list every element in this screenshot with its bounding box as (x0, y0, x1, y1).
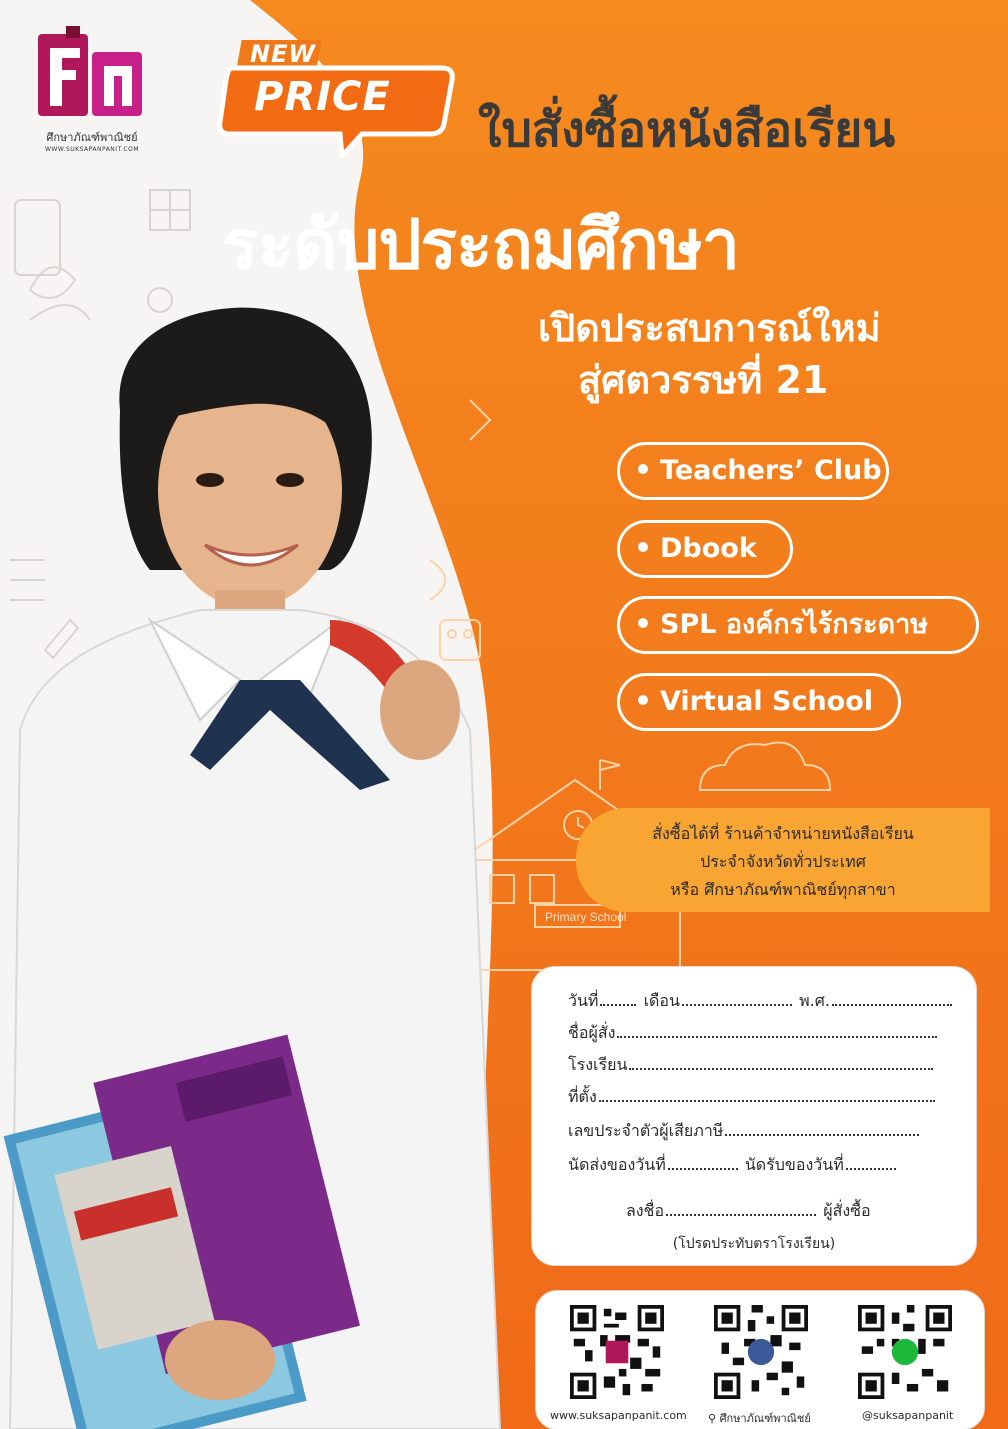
line-label[interactable]: @suksapanpanit (862, 1409, 954, 1422)
bullet-icon (638, 542, 648, 552)
year-label: พ.ศ. (799, 991, 830, 1010)
facebook-icon (748, 1339, 774, 1365)
date-label: วันที่ (568, 991, 599, 1010)
feature-pill-virtual-school (617, 673, 901, 731)
delivery-field[interactable] (668, 1156, 738, 1170)
month-field[interactable] (682, 992, 792, 1006)
feature-label: Teachers’ Club (660, 455, 882, 486)
feature-pill-dbook (617, 520, 793, 578)
address-label: ที่ตั้ง (568, 1087, 597, 1106)
facebook-qr-code[interactable] (714, 1305, 808, 1399)
pickup-field[interactable] (846, 1156, 896, 1170)
website-qr-code[interactable] (570, 1305, 664, 1399)
logo-icon (606, 1341, 629, 1364)
brand-logo (36, 26, 148, 153)
delivery-label: นัดส่งของวันที่ (568, 1155, 666, 1174)
school-sign: Primary School (545, 910, 627, 924)
month-label: เดือน (643, 991, 680, 1010)
form-row-appointment (568, 1153, 898, 1178)
badge-price-text: PRICE (254, 74, 391, 120)
bullet-icon (638, 464, 648, 474)
feature-label: Virtual School (660, 686, 874, 717)
signature-field[interactable] (666, 1202, 816, 1216)
brand-logo-icon (36, 26, 144, 120)
year-field[interactable] (832, 992, 952, 1006)
feature-pill-spl (617, 596, 979, 654)
badge-new-text: NEW (250, 40, 316, 68)
bullet-icon (638, 618, 648, 628)
form-row-school (568, 1053, 935, 1078)
feature-pill-teachers-club (617, 442, 889, 500)
search-icon: ⚲ (708, 1412, 717, 1425)
form-row-date (568, 989, 954, 1014)
qr-code-card (535, 1290, 985, 1429)
school-field[interactable] (629, 1056, 933, 1070)
order-info-line-1: สั่งซื้อได้ที่ ร้านค้าจำหน่ายหนังสือเรียน (652, 824, 914, 843)
feature-label: Dbook (660, 533, 757, 564)
tax-id-label: เลขประจำตัวผู้เสียภาษี (568, 1121, 724, 1140)
order-info-line-2: ประจำจังหวัดทั่วประเทศ (700, 852, 866, 871)
order-info-box (576, 808, 990, 912)
date-field[interactable] (600, 992, 636, 1006)
facebook-page-name: ศึกษาภัณฑ์พาณิชย์ (719, 1412, 811, 1425)
bullet-icon (638, 695, 648, 705)
sign-label: ลงชื่อ (626, 1201, 665, 1220)
orderer-label: ชื่อผู้สั่ง (568, 1023, 616, 1042)
student-photo (0, 300, 520, 1429)
facebook-label[interactable] (708, 1409, 811, 1427)
headline-subtitle (538, 302, 958, 406)
order-info-line-3: หรือ ศึกษาภัณฑ์พาณิชย์ทุกสาขา (670, 880, 896, 899)
form-row-tax-id (568, 1119, 921, 1144)
line-icon (892, 1339, 918, 1365)
brand-name: ศึกษาภัณฑ์พาณิชย์ (46, 131, 138, 144)
school-label: โรงเรียน (568, 1055, 628, 1074)
orderer-field[interactable] (617, 1024, 937, 1038)
subtitle-line-2: สู่ศตวรรษที่ 21 (578, 358, 829, 402)
order-form-card (531, 966, 977, 1266)
orderer-role-label: ผู้สั่งซื้อ (823, 1201, 871, 1220)
website-label[interactable]: www.suksapanpanit.com (550, 1409, 687, 1422)
brand-url: WWW.SUKSAPANPANIT.COM (44, 146, 140, 153)
headline-title: ใบสั่งซื้อหนังสือเรียน (478, 102, 896, 158)
line-qr-code[interactable] (858, 1305, 952, 1399)
headline-level: ระดับประถมศึกษา (222, 206, 739, 285)
tax-id-field[interactable] (725, 1122, 919, 1136)
form-row-orderer (568, 1021, 939, 1046)
feature-label: SPL องค์กรไร้กระดาษ (660, 609, 929, 640)
subtitle-line-1: เปิดประสบการณ์ใหม่ (538, 306, 881, 350)
new-price-badge (212, 38, 462, 158)
form-row-signature (626, 1199, 871, 1224)
stamp-note: (โปรดประทับตราโรงเรียน) (672, 1236, 836, 1252)
form-row-address (568, 1085, 937, 1110)
pickup-label: นัดรับของวันที่ (744, 1155, 844, 1174)
address-field[interactable] (599, 1088, 935, 1102)
